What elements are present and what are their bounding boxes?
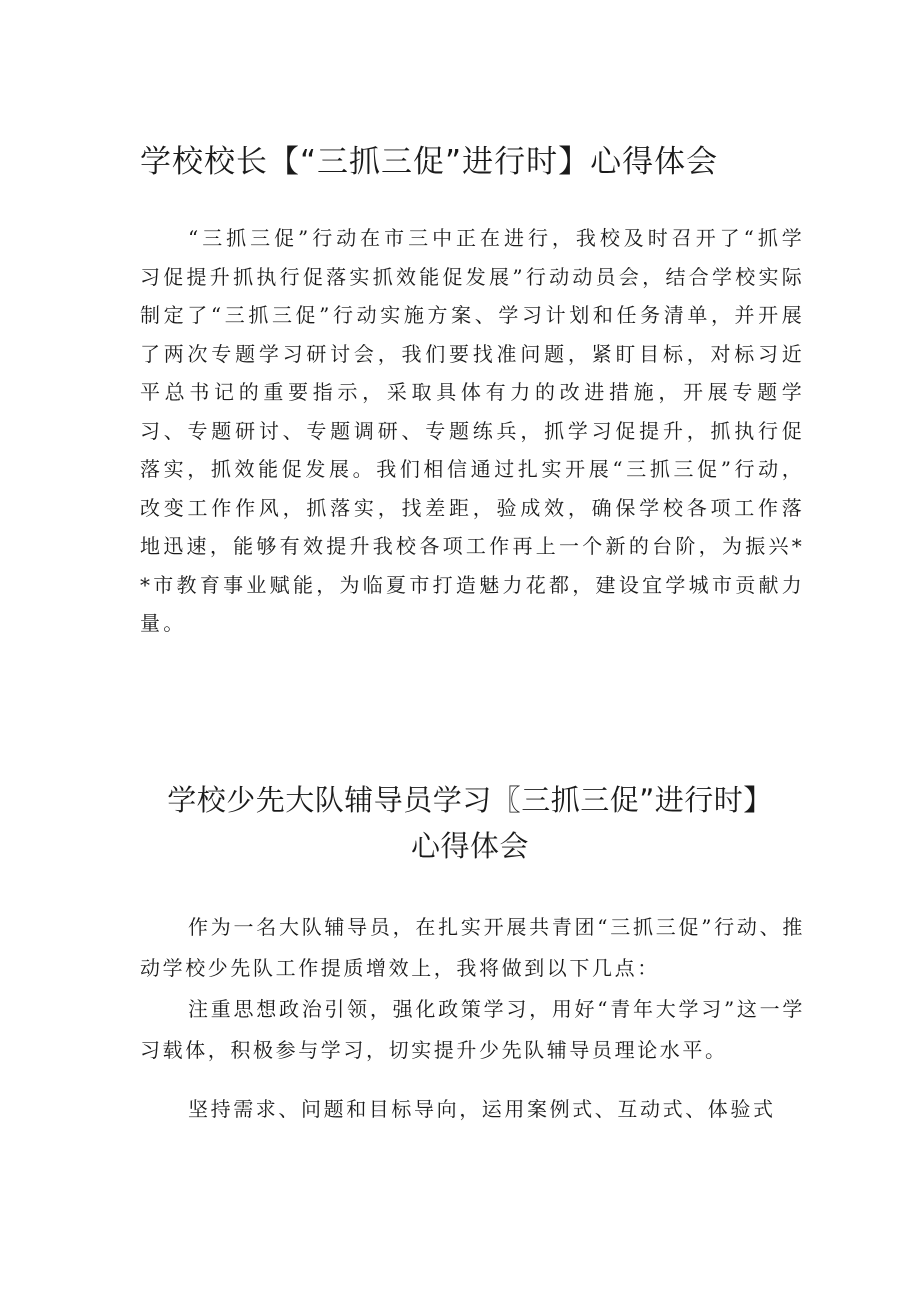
body-paragraph: 注重思想政治引领，强化政策学习，用好“青年大学习”这一学习载体，积极参与学习，切实提升少先队辅导员理论水平。 — [140, 997, 805, 1062]
section-title — [140, 777, 800, 869]
body-paragraph: “三抓三促”行动在市三中正在进行，我校及时召开了“抓学习促提升抓执行促落实抓效能促发展”行动动员会，结合学校实际制定了“三抓三促”行动实施方案、学习计划和任务清单，并开展了两次专题学习研讨会，我们要找准问题，紧盯目标，对标习近平总书记的重要指示，采取具体有力的改进措施，开展专题学习、专题研讨、专题调研、专题练兵，抓学习促提升，抓执行促落实，抓效能促发展。我们相信通过扎实开展“三抓三促”行动，改变工作作风，抓落实，找差距，验成效，确保学校各项工作落地迅速，能够有效提升我校各项工作再上一个新的台阶，为振兴**市教育事业赋能，为临夏市打造魅力花都，建设宜学城市贡献力量。 — [140, 226, 805, 635]
body-paragraph: 坚持需求、问题和目标导向，运用案例式、互动式、体验式 — [188, 1097, 776, 1121]
page-title: 学校校长【“三抓三促”进行时】心得体会 — [140, 144, 719, 180]
body-paragraph: 作为一名大队辅导员，在扎实开展共青团“三抓三促”行动、推动学校少先队工作提质增效上，我将做到以下几点： — [140, 915, 805, 980]
section-title-line-2: 心得体会 — [410, 829, 529, 863]
paragraph-spacer — [140, 1071, 805, 1089]
article-section-2 — [140, 907, 805, 1130]
article-section-1 — [140, 219, 805, 643]
section-title-line-1: 学校少先大队辅导员学习〖三抓三促”进行时】 — [167, 783, 773, 817]
